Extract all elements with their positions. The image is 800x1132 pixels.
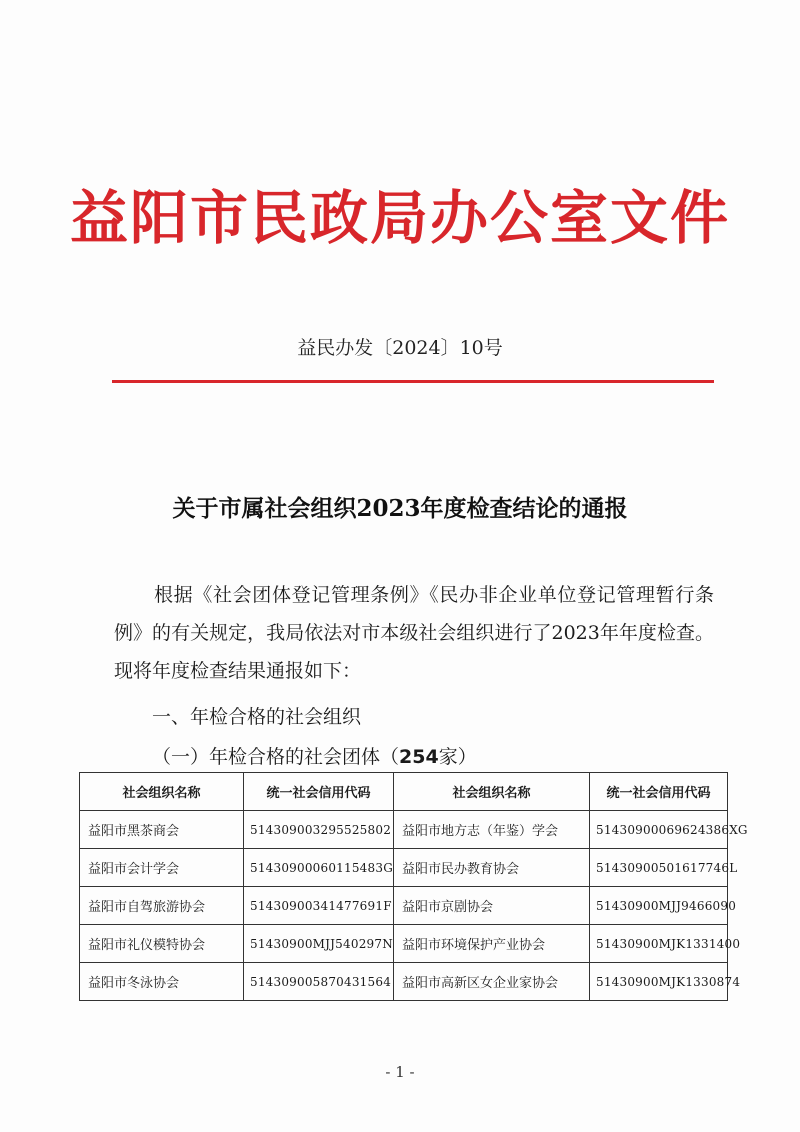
credit-code: 51430900069624386XG [590, 811, 728, 849]
organization-table [79, 772, 748, 1001]
subsection-count: 254 [399, 746, 439, 768]
header-org-name-2: 社会组织名称 [394, 773, 590, 811]
page-number: - 1 - [385, 1063, 415, 1081]
credit-code: 514309005870431564 [244, 963, 394, 1001]
org-name: 益阳市礼仪模特协会 [80, 925, 244, 963]
org-name: 益阳市冬泳协会 [80, 963, 244, 1001]
table-row [80, 925, 728, 963]
header-org-name-1: 社会组织名称 [80, 773, 244, 811]
credit-code: 51430900060115483G [244, 849, 394, 887]
subsection-suffix: 家） [438, 746, 477, 768]
org-name: 益阳市环境保护产业协会 [394, 925, 590, 963]
org-name: 益阳市自驾旅游协会 [80, 887, 244, 925]
org-name: 益阳市高新区女企业家协会 [394, 963, 590, 1001]
credit-code: 51430900341477691F [244, 887, 394, 925]
org-name: 益阳市地方志（年鉴）学会 [394, 811, 590, 849]
credit-code: 51430900MJJ540297N [244, 925, 394, 963]
credit-code: 51430900MJK1331400 [590, 925, 728, 963]
section-heading: 一、年检合格的社会组织 [152, 706, 362, 728]
header-credit-code-1: 统一社会信用代码 [244, 773, 394, 811]
org-name: 益阳市黑茶商会 [80, 811, 244, 849]
table-header-row [80, 773, 728, 811]
table-row [80, 811, 728, 849]
credit-code: 514309003295525802 [244, 811, 394, 849]
header-credit-code-2: 统一社会信用代码 [590, 773, 728, 811]
issuer-header: 益阳市民政局办公室文件 [69, 184, 730, 252]
document-title: 关于市属社会组织2023年度检查结论的通报 [172, 495, 628, 522]
document-number: 益民办发〔2024〕10号 [297, 337, 503, 359]
subsection-heading [152, 740, 477, 774]
org-name: 益阳市会计学会 [80, 849, 244, 887]
credit-code: 51430900501617746L [590, 849, 728, 887]
credit-code: 51430900MJK1330874 [590, 963, 728, 1001]
org-name: 益阳市民办教育协会 [394, 849, 590, 887]
table-row [80, 849, 728, 887]
body-paragraph: 根据《社会团体登记管理条例》《民办非企业单位登记管理暂行条例》的有关规定，我局依法对市本级社会组织进行了2023年年度检查。现将年度检查结果通报如下： [114, 584, 714, 682]
table-row [80, 963, 728, 1001]
subsection-prefix: （一）年检合格的社会团体（ [152, 746, 400, 768]
red-divider-line [112, 380, 714, 383]
credit-code: 51430900MJJ9466090 [590, 887, 728, 925]
org-name: 益阳市京剧协会 [394, 887, 590, 925]
table-row [80, 887, 728, 925]
